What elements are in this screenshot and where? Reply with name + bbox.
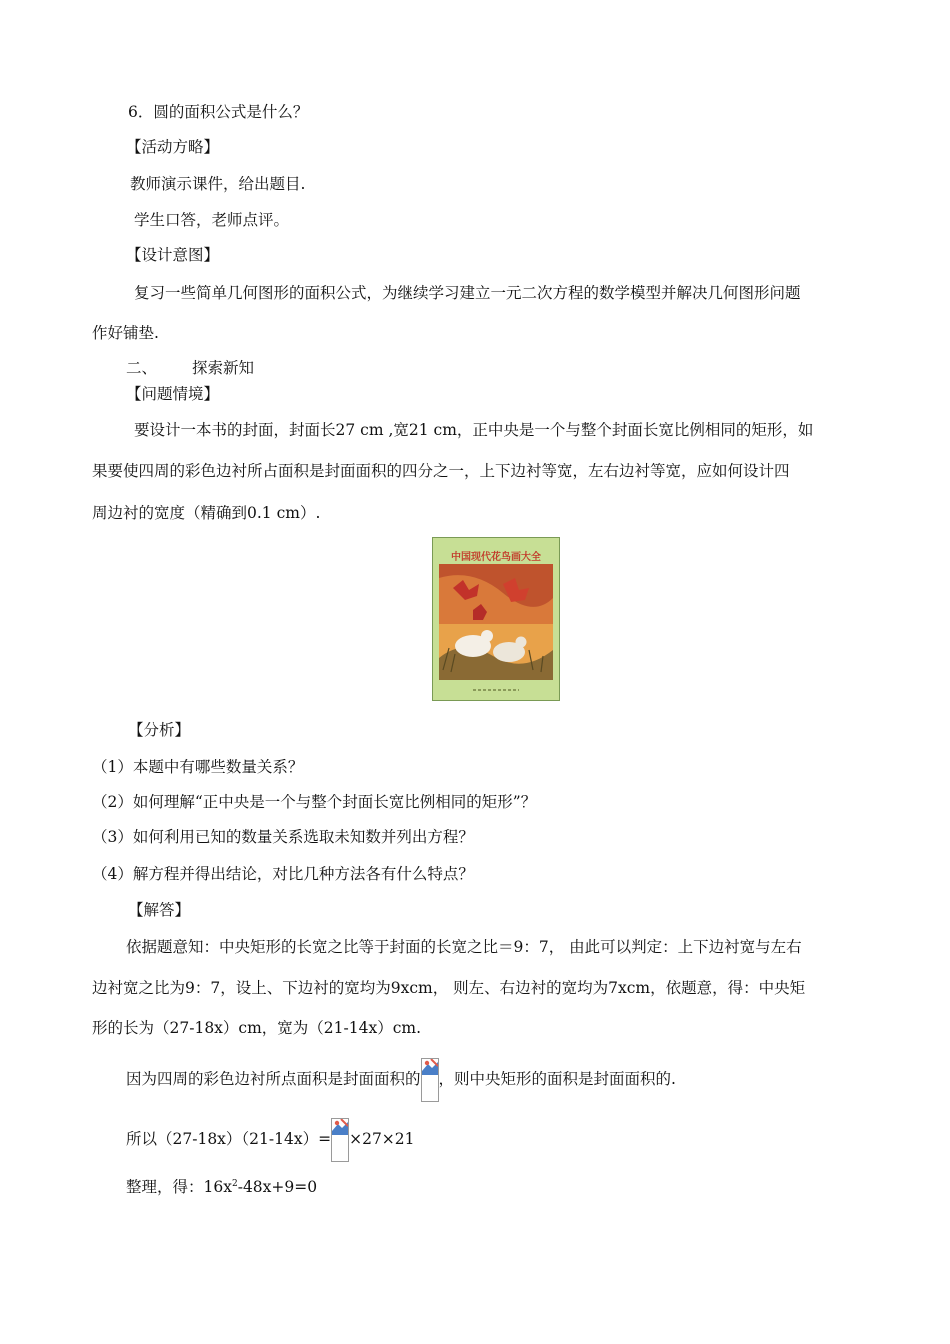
section-number: 二、 xyxy=(126,359,158,377)
design-heading: 【设计意图】 xyxy=(126,246,220,264)
problem-line-1: 要设计一本书的封面，封面长27 cm ,宽21 cm，正中央是一个与整个封面长宽比例相同的矩形，如 xyxy=(134,421,814,439)
so-text-b: ×27×21 xyxy=(349,1130,415,1148)
problem-heading: 【问题情境】 xyxy=(126,385,220,403)
broken-image-icon xyxy=(422,1059,438,1075)
broken-image-icon xyxy=(332,1119,348,1135)
because-text-a: 因为四周的彩色边衬所点面积是封面面积的 xyxy=(126,1070,421,1088)
answer-line-3: 形的长为（27-18x）cm，宽为（21-14x）cm. xyxy=(92,1019,422,1037)
fraction-image xyxy=(331,1118,349,1162)
activity-line-1: 教师演示课件，给出题目. xyxy=(130,175,306,193)
because-line xyxy=(126,1056,676,1102)
problem-line-3: 周边衬的宽度（精确到0.1 cm）. xyxy=(92,504,321,522)
answer-heading: 【解答】 xyxy=(128,901,191,919)
so-text-a: 所以（27-18x）（21-14x）= xyxy=(126,1130,332,1148)
answer-line-1: 依据题意知：中央矩形的长宽之比等于封面的长宽之比＝9：7， 由此可以判定：上下边衬宽与左右 xyxy=(126,938,802,956)
answer-line-2: 边衬宽之比为9：7，设上、下边衬的宽均为9xcm， 则左、右边衬的宽均为7xcm，依题意，得：中央矩 xyxy=(92,979,806,997)
arrange-text-b: -48x+9=0 xyxy=(237,1178,318,1196)
analysis-item: （4）解方程并得出结论，对比几种方法各有什么特点？ xyxy=(92,865,474,883)
design-line-2: 作好铺垫. xyxy=(92,324,159,342)
analysis-heading: 【分析】 xyxy=(128,721,191,739)
book-cover-image xyxy=(432,537,560,701)
activity-heading: 【活动方略】 xyxy=(126,138,220,156)
so-line xyxy=(126,1116,415,1162)
analysis-item: （1）本题中有哪些数量关系？ xyxy=(92,758,304,776)
analysis-item: （3）如何利用已知的数量关系选取未知数并列出方程？ xyxy=(92,828,474,846)
arrange-exponent: 2 xyxy=(231,1178,238,1189)
activity-line-2: 学生口答，老师点评。 xyxy=(134,211,290,229)
cover-title: 中国现代花鸟画大全 xyxy=(451,552,541,563)
question-6: 6．圆的面积公式是什么？ xyxy=(128,103,309,121)
design-line-1: 复习一些简单几何图形的面积公式，为继续学习建立一元二次方程的数学模型并解决几何图形问题 xyxy=(134,284,801,302)
arrange-line xyxy=(126,1177,317,1197)
problem-line-2: 果要使四周的彩色边衬所占面积是封面面积的四分之一，上下边衬等宽，左右边衬等宽，应如何设计四 xyxy=(92,462,790,480)
fraction-image xyxy=(421,1058,439,1102)
section-title: 探索新知 xyxy=(192,359,255,377)
arrange-text-a: 整理，得：16x xyxy=(126,1178,232,1196)
analysis-item: （2）如何理解“正中央是一个与整个封面长宽比例相同的矩形”？ xyxy=(92,793,537,811)
because-text-b: ，则中央矩形的面积是封面面积的. xyxy=(438,1070,676,1088)
